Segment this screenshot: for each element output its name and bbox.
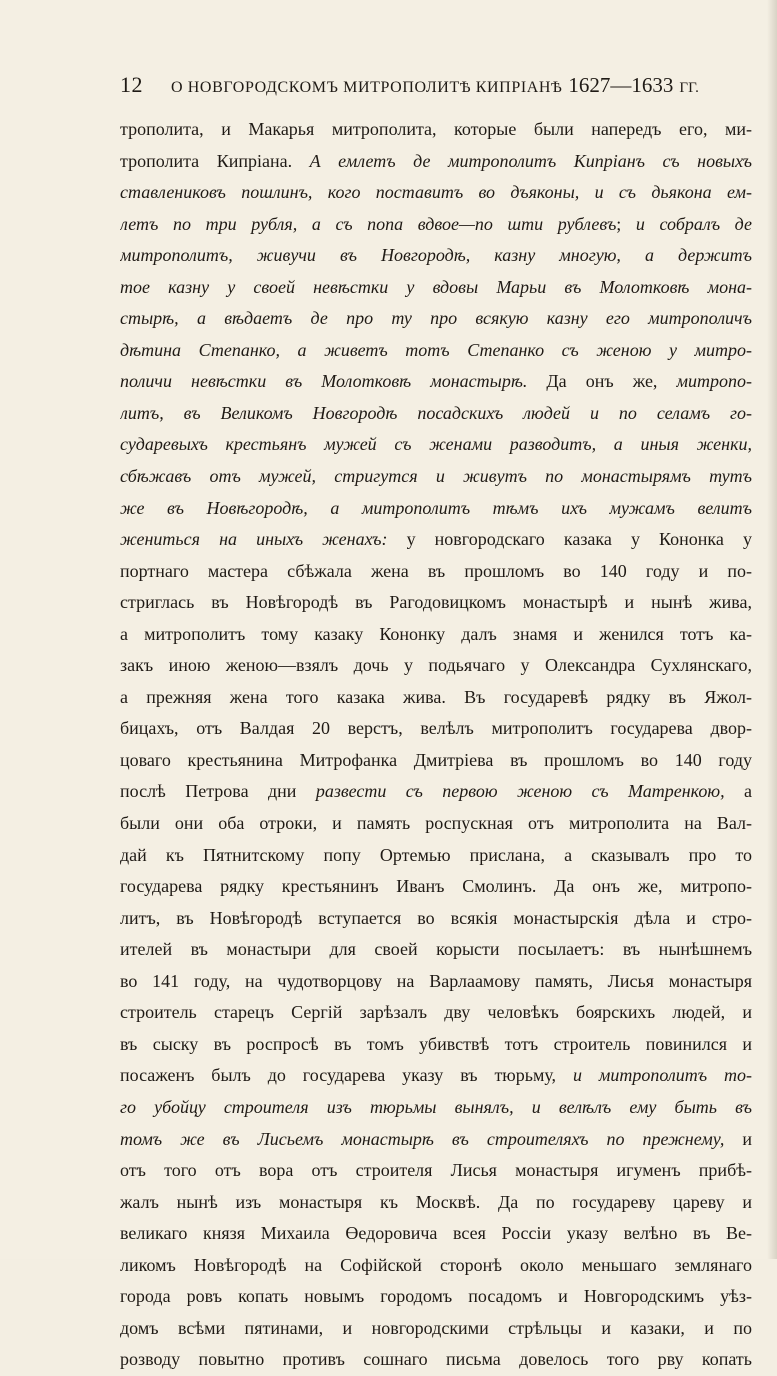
text-line [120,1250,752,1282]
text-line [120,1344,752,1376]
text-segment: и [724,1128,752,1149]
body-text [120,114,752,1376]
text-line [120,240,752,272]
text-segment: литъ, въ Новѣгородѣ вступается во всякія монастырскія дѣла и стро- [120,907,752,928]
text-segment: дай къ Пятнитскому попу Ортемью прислана, а сказывалъ про то [120,844,752,865]
text-segment: были они оба отроки, и память роспускная отъ митрополита на Вал- [120,813,752,834]
text-line [120,745,752,777]
text-segment: во 141 году, на чудотворцову на Варлаамову память, Лисья монастыря [120,970,752,991]
text-line [120,429,752,461]
text-line [120,808,752,840]
text-line [120,682,752,714]
text-segment: стриглась въ Новѣгородѣ въ Рагодовицкомъ монастырѣ и нынѣ жива, [120,592,752,613]
italic-quote-segment: го убойцу строителя изъ тюрьмы вынялъ, и велѣлъ ему быть въ [120,1096,752,1117]
italic-quote-segment: литъ, въ Великомъ Новгородѣ посадскихъ людей и по селамъ го- [120,402,752,423]
text-segment: строитель старецъ Сергій зарѣзалъ дву человѣкъ боярскихъ людей, и [120,1002,752,1023]
text-segment: цоваго крестьянина Митрофанка Дмитріева въ прошломъ во 140 году [120,749,752,770]
italic-quote-segment: поличи невѣстки въ Молотковѣ монастырѣ. [120,371,547,392]
text-segment: города ровъ копать новымъ городомъ посадомъ и Новгородскимъ уѣз- [120,1286,752,1307]
text-line [120,303,752,335]
text-segment: трополита Кипріана. [120,150,310,171]
text-line [120,1187,752,1219]
text-line [120,493,752,525]
text-segment: закъ иною женою—взялъ дочь у подьячаго у Олександра Сухлянскаго, [120,655,752,676]
text-segment: а митрополитъ тому казаку Кононку далъ знамя и женился тотъ ка- [120,623,752,644]
text-line [120,1218,752,1250]
running-head [120,72,760,102]
text-segment: у новгородскаго казака у Кононка у [406,529,752,550]
italic-quote-segment: развести съ первою женою съ Матренкою, [315,781,725,802]
text-segment: а прежняя жена того казака жива. Въ государевѣ рядку въ Яжол- [120,686,752,707]
text-segment: ; [616,213,636,234]
italic-quote-segment: сбѣжавъ отъ мужей, стригутся и живутъ по монастырямъ тутъ [120,466,752,487]
italic-quote-segment: жениться на иныхъ женахъ: [120,529,407,550]
text-line [120,366,752,398]
text-line [120,871,752,903]
text-line [120,1029,752,1061]
text-line [120,556,752,588]
text-line [120,997,752,1029]
text-line [120,650,752,682]
text-segment: домъ всѣми пятинами, и новгородскими стрѣльцы и казаки, и по [120,1317,752,1338]
text-line [120,398,752,430]
running-head-title: О НОВГОРОДСКОМЪ МИТРОПОЛИТѢ КИПРІАНѢ [171,79,563,96]
text-line [120,776,752,808]
italic-quote-segment: стырѣ, а вѣдаетъ де про ту про всякую казну его митрополичъ [120,308,752,329]
text-line [120,146,752,178]
text-line [120,1281,752,1313]
text-segment: посаженъ былъ до государева указу въ тюрьму, [120,1065,573,1086]
italic-quote-segment: митропо- [676,371,752,392]
text-segment: трополита, и Макарья митрополита, которые были напередъ его, ми- [120,119,752,139]
text-line [120,177,752,209]
text-line [120,713,752,745]
text-line [120,619,752,651]
text-segment: Да онъ же, [546,371,677,392]
text-segment: великаго князя Михаила Өедоровича всея Россіи указу велѣно въ Ве- [120,1223,752,1244]
text-line [120,1313,752,1345]
italic-quote-segment: и собралъ де [635,213,752,234]
text-segment: въ сыску въ роспросѣ въ томъ убивствѣ тотъ строитель повинился и [120,1033,752,1054]
text-line [120,1092,752,1124]
text-line [120,272,752,304]
italic-quote-segment: тое казну у своей невѣстки у вдовы Марьи въ Молотковѣ мона- [120,276,752,297]
page-edge-shadow [767,0,777,1259]
text-line [120,114,752,146]
running-head-suffix: ГГ. [679,80,699,96]
text-segment: бицахъ, отъ Валдая 20 верстъ, велѣлъ митрополитъ государева двор- [120,718,752,739]
italic-quote-segment: дѣтина Степанко, а живетъ тотъ Степанко съ женою у митро- [120,339,752,360]
text-line [120,461,752,493]
page-number: 12 [120,72,143,97]
text-line [120,903,752,935]
italic-quote-segment: ставлениковъ пошлинъ, кого поставитъ во дъяконы, и съ дьякона ем- [120,182,752,203]
italic-quote-segment: томъ же въ Лисьемъ монастырѣ въ строителяхъ по прежнему, [120,1128,725,1149]
text-line [120,966,752,998]
italic-quote-segment: же въ Новѣгородѣ, а митрополитъ тѣмъ ихъ мужамъ велитъ [120,497,752,518]
text-line [120,934,752,966]
text-line [120,335,752,367]
text-segment: ликомъ Новѣгородѣ на Софійской сторонѣ около меньшаго землянаго [120,1254,752,1275]
text-line [120,1060,752,1092]
italic-quote-segment: сударевыхъ крестьянъ мужей съ женами разводитъ, а иныя женки, [120,434,752,455]
text-line [120,1124,752,1156]
text-segment: послѣ Петрова дни [120,781,316,802]
text-segment: государева рядку крестьянинъ Иванъ Смолинъ. Да онъ же, митропо- [120,876,752,897]
italic-quote-segment: и митрополитъ то- [572,1065,752,1086]
text-line [120,524,752,556]
text-segment: ителей въ монастыри для своей корысти посылаетъ: въ нынѣшнемъ [120,939,752,960]
running-head-years: 1627—1633 [568,73,674,97]
text-line [120,209,752,241]
text-line [120,840,752,872]
italic-quote-segment: А емлетъ де митрополитъ Кипріанъ съ новыхъ [309,150,752,171]
text-segment: розводу повытно противъ сошнаго письма довелось того рву копать [120,1349,752,1370]
italic-quote-segment: митрополитъ, живучи въ Новгородѣ, казну многую, а держитъ [120,245,752,266]
text-segment: отъ того отъ вора отъ строителя Лисья монастыря игуменъ прибѣ- [120,1160,752,1181]
italic-quote-segment: летъ по три рубля, а съ попа вдвое—по шти рублевъ [120,213,617,234]
text-line [120,587,752,619]
text-segment: жалъ нынѣ изъ монастыря къ Москвѣ. Да по государеву цареву и [120,1191,752,1212]
text-segment: а [724,781,752,802]
text-line [120,1155,752,1187]
text-segment: портнаго мастера сбѣжала жена въ прошломъ во 140 году и по- [120,560,752,581]
